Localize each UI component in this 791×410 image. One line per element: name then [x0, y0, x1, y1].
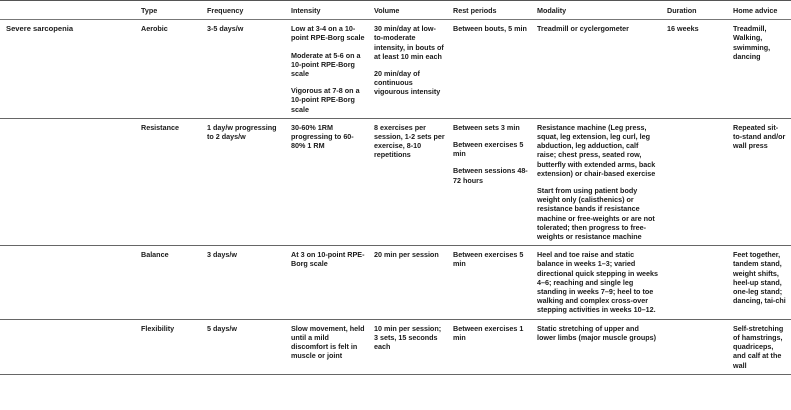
modality-line: Heel and toe raise and static balance in weeks 1–3; varied directional quick stepping in weeks 4–6; reaching and single leg standing in weeks 7–9; heel to toe walking and complex cross-over stepping activities in weeks 10–12. — [537, 250, 659, 315]
cell-duration — [663, 246, 729, 319]
rest-line: Between sets 3 min — [453, 122, 520, 132]
header-modality: Modality — [537, 6, 567, 15]
cell-modality — [533, 118, 663, 245]
rest-line: Between exercises 5 min — [453, 140, 524, 159]
cell-modality — [533, 246, 663, 319]
rest-line: Between bouts, 5 min — [453, 24, 527, 34]
table-row-flexibility — [0, 319, 791, 374]
header-home-advice: Home advice — [733, 6, 778, 15]
cell-type: Aerobic — [141, 24, 168, 34]
header-duration: Duration — [667, 6, 697, 15]
cell-intensity — [287, 118, 370, 245]
volume-line: 30 min/day at low-to-moderate intensity, in bouts of at least 10 min each — [374, 24, 444, 61]
cell-frequency: 3 days/w — [207, 250, 237, 260]
cell-duration — [663, 319, 729, 374]
volume-line: 20 min per session — [374, 250, 439, 260]
cell-home-advice: Self-stretching of hamstrings, quadriceps, and calf at the wall — [733, 323, 784, 370]
intensity-line: Moderate at 5-6 on a 10-point RPE-Borg scale — [291, 50, 361, 79]
rest-line: Between exercises 5 min — [453, 250, 524, 269]
cell-volume — [370, 20, 449, 119]
table-row-aerobic — [0, 20, 791, 119]
intensity-line: Low at 3-4 on a 10-point RPE-Borg scale — [291, 24, 365, 43]
intensity-line: Vigorous at 7-8 on a 10-point RPE-Borg scale — [291, 86, 360, 114]
header-group — [0, 1, 137, 20]
cell-volume — [370, 118, 449, 245]
cell-intensity — [287, 319, 370, 374]
cell-frequency: 5 days/w — [207, 323, 237, 333]
group-label-empty — [0, 319, 137, 374]
cell-home-advice: Feet together, tandem stand, weight shifts, heel-up stand, one-leg stand; dancing, tai-chi — [733, 250, 786, 306]
rest-line: Between sessions 48-72 hours — [453, 166, 528, 185]
group-label: Severe sarcopenia — [6, 24, 74, 34]
modality-line: Start from using patient body weight only (calisthenics) or resistance bands if resistance machine or free-weights or are not tolerated; then progress to free-weights or resistance machine — [537, 186, 655, 242]
volume-line: 10 min per session; 3 sets, 15 seconds each — [374, 323, 442, 352]
cell-home-advice: Repeated sit-to-stand and/or wall press — [733, 122, 786, 151]
cell-rest — [449, 246, 533, 319]
header-rest-periods: Rest periods — [453, 6, 497, 15]
volume-line: 8 exercises per session, 1-2 sets per exercise, 8-10 repetitions — [374, 122, 445, 160]
cell-rest — [449, 20, 533, 119]
modality-line: Treadmill or cyclergometer — [537, 24, 629, 34]
group-label-empty — [0, 118, 137, 245]
modality-line: Resistance machine (Leg press, squat, leg extension, leg curl, leg abduction, leg adduction, calf raise; chest press, seated row, butterfly with extended arms, back extension) or chair-based exercise — [537, 122, 656, 178]
header-volume: Volume — [374, 6, 400, 15]
cell-frequency: 3-5 days/w — [207, 24, 244, 34]
rest-line: Between exercises 1 min — [453, 323, 524, 342]
cell-duration: 16 weeks — [667, 24, 699, 34]
header-type: Type — [141, 6, 158, 15]
cell-frequency: 1 day/w progressing to 2 days/w — [207, 122, 277, 142]
volume-line: 20 min/day of continuous vigourous intensity — [374, 69, 441, 97]
cell-modality — [533, 20, 663, 119]
cell-intensity — [287, 20, 370, 119]
modality-line: Static stretching of upper and lower limbs (major muscle groups) — [537, 323, 657, 342]
intensity-line: At 3 on 10-point RPE-Borg scale — [291, 250, 365, 269]
cell-home-advice: Treadmill, Walking, swimming, dancing — [733, 24, 771, 61]
cell-rest — [449, 118, 533, 245]
group-label-empty — [0, 246, 137, 319]
intensity-line: 30-60% 1RM progressing to 60-80% 1 RM — [291, 122, 354, 151]
cell-type: Flexibility — [141, 323, 175, 333]
cell-volume — [370, 319, 449, 374]
cell-intensity — [287, 246, 370, 319]
intensity-line: Slow movement, held until a mild discomfort is felt in muscle or joint — [291, 323, 365, 361]
cell-volume — [370, 246, 449, 319]
cell-rest — [449, 319, 533, 374]
table-row-resistance — [0, 118, 791, 245]
header-row — [0, 1, 791, 20]
cell-type: Balance — [141, 250, 169, 260]
cell-duration — [663, 118, 729, 245]
header-intensity: Intensity — [291, 6, 321, 15]
table-row-balance — [0, 246, 791, 319]
header-frequency: Frequency — [207, 6, 244, 15]
cell-type: Resistance — [141, 122, 179, 132]
cell-modality — [533, 319, 663, 374]
